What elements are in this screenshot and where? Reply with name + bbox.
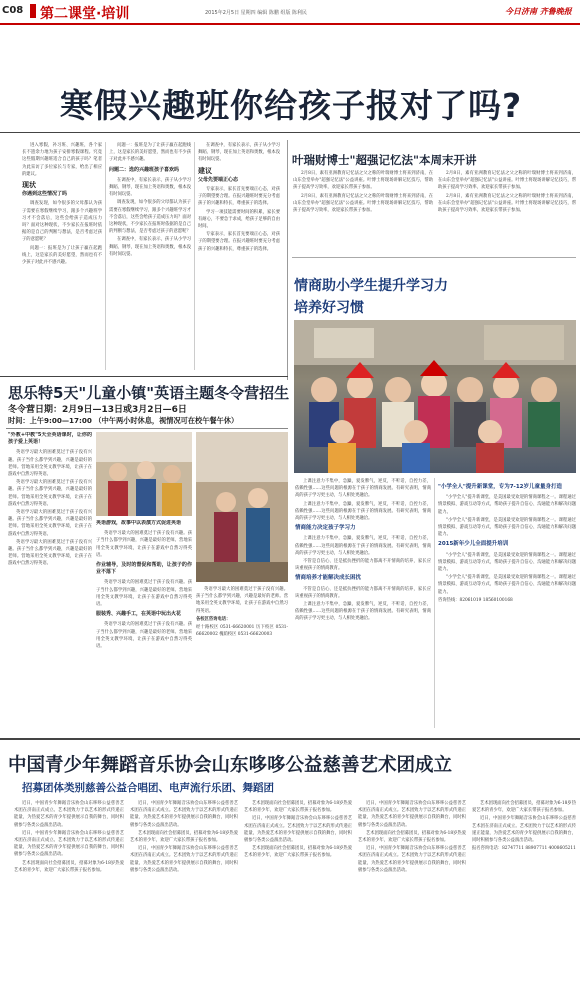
section-title: 第二课堂·培训 <box>40 6 130 22</box>
masthead-logo: 今日济南 齐鲁晚报 <box>505 7 572 16</box>
article6-col4: 近日，中国青少年舞蹈音乐协会山东哆哆公益慈善艺术团在济南正式成立。艺术团致力于以艺术的形式传递正能量，为热爱艺术的青少年提供展示自我的舞台，同时积极参与各类公益演出活动。 艺术团现面向社会招募团员，招募对象为6-18岁热爱艺术的青少年，欢迎广大家长带孩子报名参加。 近日，中国青少年舞蹈音乐协会山东哆哆公益慈善艺术团在济南正式成立。艺术团致力于以艺术的形式传递正能量，为热爱艺术的青少年提供展示自我的舞台，同时积极参与各类公益演出活动。 <box>358 801 466 873</box>
main-headline: 寒假兴趣班你给孩子报对了吗? <box>60 86 523 125</box>
article5-sub1: "外教+中教"5天全英语课时，让你的孩子爱上英语！ <box>8 432 92 446</box>
article1-sub-status: 现状 <box>22 181 36 190</box>
article1-col3: 在调查中，有家长表示，孩子从小学习舞蹈、钢琴，现在加上英语和奥数，根本没有时间玩耍。 建议 父母先要端正心态 专家表示，家长首先要端正心态，对孩子的期望要合理。在报兴趣班时要充分考虑孩子的兴趣和特长，尊重孩子的选择。 学习一项技能需要时间的积累，家长要有耐心，不要急于求成，给孩子足够的自由时间。 专家表示，家长首先要端正心态，对孩子的期望要合理。在报兴趣班时要充分考虑孩子的兴趣和特长，尊重孩子的选择。 <box>198 143 280 252</box>
article4-contact: 咨询热线：82061019 18560100168 <box>438 597 513 603</box>
article1-sub-p: 问题二：选的兴趣班孩子喜欢吗 <box>109 166 180 173</box>
article3-title-line1: 情商助小学生提升学习力 <box>294 278 448 294</box>
article5-sub4: 服装秀、兴趣手工，在英语中玩出火花 <box>96 611 182 618</box>
article6-col2: 近日，中国青少年舞蹈音乐协会山东哆哆公益慈善艺术团在济南正式成立。艺术团致力于以艺术的形式传递正能量，为热爱艺术的青少年提供展示自我的舞台，同时积极参与各类公益演出活动。 艺术团现面向社会招募团员，招募对象为6-18岁热爱艺术的青少年，欢迎广大家长带孩子报名参加。 近日，中国青少年舞蹈音乐协会山东哆哆公益慈善艺术团在济南正式成立。艺术团致力于以艺术的形式传递正能量，为热爱艺术的青少年提供展示自我的舞台，同时积极参与各类公益演出活动。 <box>130 801 238 873</box>
article1-col1: 进入寒假，补习班、兴趣班，各个家长不遗余力地为孩子安排寒假课程。究竟这些假期兴趣班适合自己的孩子吗？笔者为此采访了多位家长与专家，给出了相应的建议。 现状 你遇到这些情况了吗 调查发现，如今很多的父母都认为孩子需要在寒假继续学习，跟多个兴趣班学习才不会落后，这些会给孩子造成压力吗？面对这种现状，不少家长在报班时依据的是自己的判断与想法，是否考虑过孩子的意愿呢？ 问题一：报班是为了让孩子赢在起跑线上，这是家长的美好愿望，然而也有不少孩子对此并不感兴趣。 <box>22 143 102 266</box>
article6-subtitle: 招募团体类别慈善公益合唱团、电声流行乐团、舞蹈团 <box>22 782 274 794</box>
article6-col5: 艺术团现面向社会招募团员，招募对象为6-18岁热爱艺术的青少年，欢迎广大家长带孩子报名参加。 近日，中国青少年舞蹈音乐协会山东哆哆公益慈善艺术团在济南正式成立。艺术团致力于以艺术的形式传递正能量，为热爱艺术的青少年提供展示自我的舞台，同时积极参与各类公益演出活动。 报名咨询电话：82747711 88907711 4008605211 <box>472 801 576 852</box>
article6-col1: 近日，中国青少年舞蹈音乐协会山东哆哆公益慈善艺术团在济南正式成立。艺术团致力于以艺术的形式传递正能量，为热爱艺术的青少年提供展示自我的舞台，同时积极参与各类公益演出活动。 近日，中国青少年舞蹈音乐协会山东哆哆公益慈善艺术团在济南正式成立。艺术团致力于以艺术的形式传递正能量，为热爱艺术的青少年提供展示自我的舞台，同时积极参与各类公益演出活动。 艺术团现面向社会招募团员，招募对象为6-18岁热爱艺术的青少年，欢迎广大家长带孩子报名参加。 <box>14 801 124 873</box>
page-header <box>0 0 580 26</box>
page-code: C08 <box>2 5 24 16</box>
article5-sub3: 作业辅导，及时的督促和帮助，让孩子的作业不落下 <box>96 562 192 576</box>
article5-col3: 英语学习最大的困难莫过于孩子没有兴趣。孩子当什么都学到兴趣，兴趣是最好的老师。营地采用全英文教学环境，让孩子在游戏中自然习得英语。 各校区咨询电话： 经十路校区 0531-66620001 历下校区 0531-66620002 槐荫校区 0531-66620003 <box>196 587 288 638</box>
article5-subtitle: 冬令营日期：2月9日—13日或3月2日—6日 <box>8 405 187 415</box>
children-classroom-photo <box>294 320 576 473</box>
article3-sub1: 情商能力决定孩子学习力 <box>295 525 356 532</box>
article1-col2: 问题一：报班是为了让孩子赢在起跑线上，这是家长的美好愿望，然而也有不少孩子对此并不感兴趣。 问题二：选的兴趣班孩子喜欢吗 在调查中，有家长表示，孩子从小学习舞蹈、钢琴，现在加上英语和奥数，根本没有时间玩耍。 调查发现，如今很多的父母都认为孩子需要在寒假继续学习，跟多个兴趣班学习才不会落后，这些会给孩子造成压力吗？面对这种现状，不少家长在报班时依据的是自己的判断与想法，是否考虑过孩子的意愿呢？ 在调查中，有家长表示，孩子从小学习舞蹈、钢琴，现在加上英语和奥数，根本没有时间玩耍。 <box>109 143 191 257</box>
article2-col1: 2月8日，素有亚洲教育记忆法之父之称的叶瑞财博士将来到济南，在山东会堂举办"超强记忆法"公益讲座。叶博士将现场讲解记忆技巧，帮助孩子提高学习效率，欢迎家长带孩子参加。 2月8日，素有亚洲教育记忆法之父之称的叶瑞财博士将来到济南，在山东会堂举办"超强记忆法"公益讲座。叶博士将现场讲解记忆技巧，帮助孩子提高学习效率，欢迎家长带孩子参加。 <box>293 171 433 214</box>
english-camp-photo <box>96 432 192 516</box>
article5-col2: 英语游戏，故事中以表演方式促进英语 英语学习最大的困难莫过于孩子没有兴趣。孩子当什么都学到兴趣，兴趣是最好的老师。营地采用全英文教学环境，让孩子在游戏中自然习得英语。 作业辅导，及时的督促和帮助，让孩子的作业不落下 英语学习最大的困难莫过于孩子没有兴趣。孩子当什么都学到兴趣，兴趣是最好的老师。营地采用全英文教学环境，让孩子在游戏中自然习得英语。 服装秀、兴趣手工，在英语中玩出火花 英语学习最大的困难莫过于孩子没有兴趣。孩子当什么都学到兴趣，兴趣是最好的老师。营地采用全英文教学环境，让孩子在游戏中自然习得英语。 <box>96 520 192 650</box>
english-camp-photo-2 <box>196 432 288 582</box>
article3-col1: 上课注意力不集中，急躁，爱发脾气，逆反，不听话，自控力差，依赖性强……这些问题的根源在于孩子的情商发展。有研究表明，情商高的孩子学习更主动，与人相处更融洽。 上课注意力不集中，急躁，爱发脾气，逆反，不听话，自控力差，依赖性强……这些问题的根源在于孩子的情商发展。有研究表明，情商高的孩子学习更主动，与人相处更融洽。 情商能力决定孩子学习力 上课注意力不集中，急躁，爱发脾气，逆反，不听话，自控力差，依赖性强……这些问题的根源在于孩子的情商发展。有研究表明，情商高的孩子学习更主动，与人相处更融洽。 不管是自信心、还是抵抗挫折的能力都离不开情商的培养，家长应该重视孩子的情商教育。 情商培养才能解决成长困扰 不管是自信心、还是抵抗挫折的能力都离不开情商的培养，家长应该重视孩子的情商教育。 上课注意力不集中，急躁，爱发脾气，逆反，不听话，自控力差，依赖性强……这些问题的根源在于孩子的情商发展。有研究表明，情商高的孩子学习更主动，与人相处更融洽。 <box>295 479 431 622</box>
article6-title: 中国青少年舞蹈音乐协会山东哆哆公益慈善艺术团成立 <box>8 755 453 776</box>
article6-contact: 报名咨询电话：82747711 88907711 4008605211 <box>472 846 576 852</box>
article2-col2: 2月8日，素有亚洲教育记忆法之父之称的叶瑞财博士将来到济南，在山东会堂举办"超强记忆法"公益讲座。叶博士将现场讲解记忆技巧，帮助孩子提高学习效率，欢迎家长带孩子参加。 2月8日，素有亚洲教育记忆法之父之称的叶瑞财博士将来到济南，在山东会堂举办"超强记忆法"公益讲座。叶博士将现场讲解记忆技巧，帮助孩子提高学习效率，欢迎家长带孩子参加。 <box>438 171 576 214</box>
section-marker <box>30 4 36 18</box>
article5-address-title: 各校区咨询电话： <box>196 616 231 622</box>
article4-sub2: 2015新年少儿全面提升培训 <box>438 541 509 548</box>
article5-phones: 经十路校区 0531-66620001 历下校区 0531-66620002 槐荫校区 0531-66620003 <box>196 625 288 638</box>
date-line: 2015年2月5日 星期四 编辑 陈鹏 组版 陈利民 <box>205 10 308 16</box>
article5-col1: "外教+中教"5天全英语课时，让你的孩子爱上英语！ 英语学习最大的困难莫过于孩子没有兴趣。孩子当什么都学到兴趣，兴趣是最好的老师。营地采用全英文教学环境，让孩子在游戏中自然习得英语。 英语学习最大的困难莫过于孩子没有兴趣。孩子当什么都学到兴趣，兴趣是最好的老师。营地采用全英文教学环境，让孩子在游戏中自然习得英语。 英语学习最大的困难莫过于孩子没有兴趣。孩子当什么都学到兴趣，兴趣是最好的老师。营地采用全英文教学环境，让孩子在游戏中自然习得英语。 英语学习最大的困难莫过于孩子没有兴趣。孩子当什么都学到兴趣，兴趣是最好的老师。营地采用全英文教学环境，让孩子在游戏中自然习得英语。 <box>8 432 92 567</box>
article5-time: 时间：上午9:00—17:00 （中午两小时休息，视情况可在校午餐午休） <box>8 416 239 425</box>
article4-col: "小学全人"提升新课堂，专为7-12岁儿童量身打造 "小学全人"提升新课堂，是美国最受欢迎的情商课程之一。课程通过情景模拟、游戏互动等方式，帮助孩子提升自信心、沟通能力和解决问题能力。 "小学全人"提升新课堂，是美国最受欢迎的情商课程之一。课程通过情景模拟、游戏互动等方式，帮助孩子提升自信心、沟通能力和解决问题能力。 2015新年少儿全面提升培训 "小学全人"提升新课堂，是美国最受欢迎的情商课程之一。课程通过情景模拟、游戏互动等方式，帮助孩子提升自信心、沟通能力和解决问题能力。 "小学全人"提升新课堂，是美国最受欢迎的情商课程之一。课程通过情景模拟、游戏互动等方式，帮助孩子提升自信心、沟通能力和解决问题能力。 咨询热线：82061019 18560100168 <box>438 484 576 603</box>
article2-title: 叶瑞财博士"超强记忆法"本周末开讲 <box>292 153 477 167</box>
article1-sub-status-q: 你遇到这些情况了吗 <box>22 191 68 198</box>
article4-sub1: "小学全人"提升新课堂，专为7-12岁儿童量身打造 <box>438 484 562 490</box>
article5-sub2: 英语游戏，故事中以表演方式促进英语 <box>96 520 182 526</box>
article3-title-line2: 培养好习惯 <box>294 300 364 316</box>
article3-sub2: 情商培养才能解决成长困扰 <box>295 575 362 582</box>
article5-title: 思乐特5天"儿童小镇"英语主题冬令营招生 <box>8 384 290 402</box>
article1-sub-advice: 建议 <box>198 166 212 175</box>
article6-col3: 艺术团现面向社会招募团员，招募对象为6-18岁热爱艺术的青少年，欢迎广大家长带孩子报名参加。 近日，中国青少年舞蹈音乐协会山东哆哆公益慈善艺术团在济南正式成立。艺术团致力于以艺术的形式传递正能量，为热爱艺术的青少年提供展示自我的舞台，同时积极参与各类公益演出活动。 艺术团现面向社会招募团员，招募对象为6-18岁热爱艺术的青少年，欢迎广大家长带孩子报名参加。 <box>244 801 352 859</box>
article1-sub-advice-q: 父母先要端正心态 <box>198 176 239 183</box>
